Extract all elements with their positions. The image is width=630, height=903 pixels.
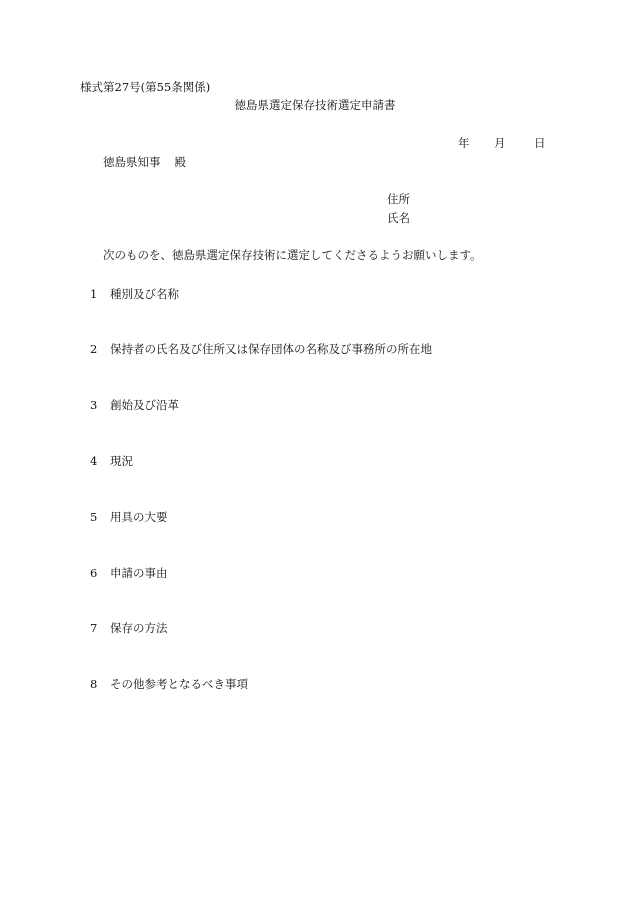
- document-title: 徳島県選定保存技術選定申請書: [234, 98, 396, 112]
- applicant-address-label: 住所: [387, 192, 410, 206]
- list-item: [90, 679, 248, 691]
- item-label: 申請の事由: [110, 566, 168, 580]
- item-label: 保存の方法: [110, 621, 168, 635]
- list-item: [90, 400, 179, 412]
- list-item: [90, 289, 179, 301]
- item-label: 創始及び沿革: [110, 398, 179, 412]
- applicant-name-label: 氏名: [387, 211, 410, 225]
- date-month-label: 月: [494, 136, 506, 150]
- item-label: 種別及び名称: [110, 287, 179, 301]
- item-number: 8: [90, 677, 98, 691]
- list-item: [90, 344, 432, 356]
- item-number: 1: [90, 287, 98, 301]
- date-year-label: 年: [458, 136, 470, 150]
- request-statement: 次のものを、徳島県選定保存技術に選定してくださるようお願いします。: [103, 248, 482, 262]
- item-label: 用具の大要: [110, 510, 168, 524]
- list-item: [90, 456, 133, 468]
- addressee: [103, 157, 186, 169]
- list-item: [90, 512, 168, 524]
- addressee-name: 徳島県知事: [103, 155, 161, 169]
- item-number: 4: [90, 454, 98, 468]
- item-label: その他参考となるべき事項: [110, 677, 248, 691]
- addressee-honorific: 殿: [174, 155, 186, 169]
- date-line: [458, 138, 546, 150]
- date-day-label: 日: [534, 136, 546, 150]
- form-number-label: 様式第27号(第55条関係): [80, 80, 211, 94]
- item-number: 5: [90, 510, 98, 524]
- list-item: [90, 568, 168, 580]
- list-item: [90, 623, 168, 635]
- item-number: 6: [90, 566, 98, 580]
- item-label: 保持者の氏名及び住所又は保存団体の名称及び事務所の所在地: [110, 342, 432, 356]
- item-number: 7: [90, 621, 98, 635]
- item-label: 現況: [110, 454, 133, 468]
- item-number: 2: [90, 342, 98, 356]
- item-number: 3: [90, 398, 98, 412]
